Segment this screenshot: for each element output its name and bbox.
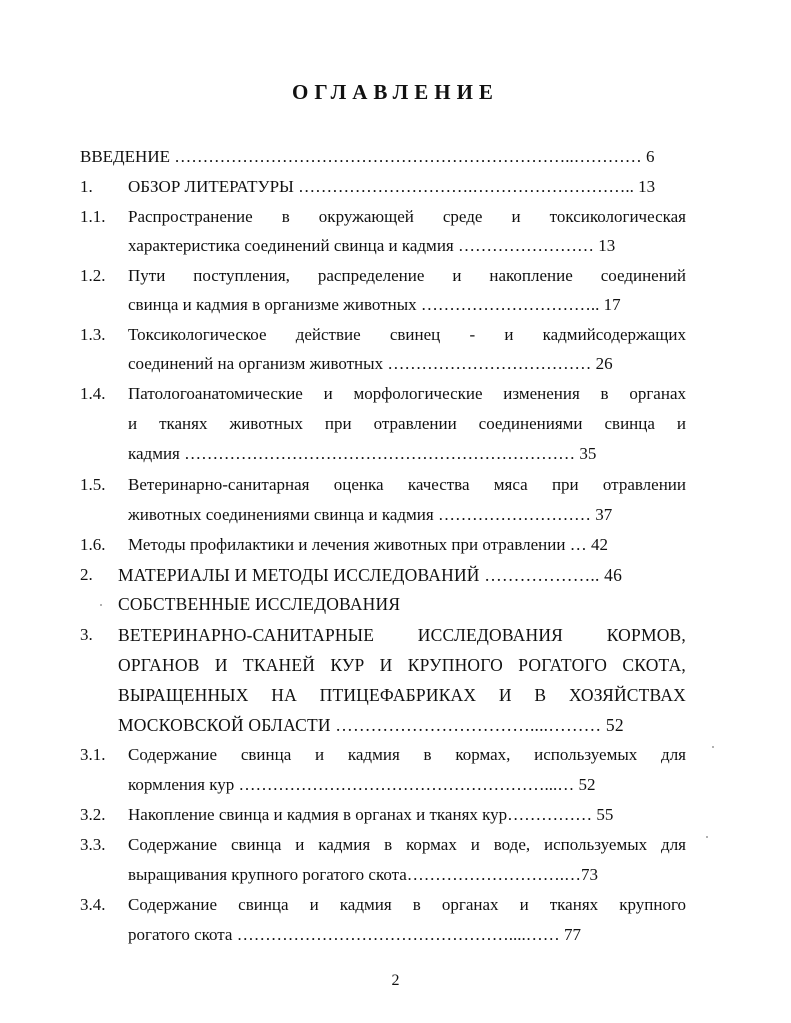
toc-number: 1.2.: [80, 266, 106, 285]
toc-number: 3.: [80, 625, 93, 644]
toc-entry-text: Токсикологическое действие свинец - и кадмийсодержащих: [128, 325, 686, 344]
toc-number: 3.3.: [80, 835, 106, 854]
toc-number: 2.: [80, 565, 93, 584]
toc-entry-text: Содержание свинца и кадмия в органах и тканях крупного: [128, 895, 686, 914]
toc-entry-introduction: ВВЕДЕНИЕ ……………………………………………………………..………… 6: [80, 147, 655, 166]
toc-entry-text: ВЕТЕРИНАРНО-САНИТАРНЫЕ ИССЛЕДОВАНИЯ КОРМОВ,: [118, 625, 686, 645]
toc-entry-text: Распространение в окружающей среде и токсикологическая: [128, 207, 686, 226]
page-number: 2: [391, 972, 400, 989]
toc-entry-text: Методы профилактики и лечения животных при отравлении … 42: [128, 535, 608, 554]
toc-number: 1.1.: [80, 207, 106, 226]
toc-number: 1.3.: [80, 325, 106, 344]
toc-entry-text: Пути поступления, распределение и накопление соединений: [128, 266, 686, 285]
toc-section-heading: СОБСТВЕННЫЕ ИССЛЕДОВАНИЯ: [118, 594, 401, 614]
toc-number: 1.5.: [80, 475, 106, 494]
toc-number: 1.4.: [80, 384, 106, 403]
toc-entry-text: кормления кур ………………………………………………...… 52: [128, 775, 596, 794]
toc-entry-text: ОРГАНОВ И ТКАНЕЙ КУР И КРУПНОГО РОГАТОГО СКОТА,: [118, 655, 686, 675]
toc-entry-text: свинца и кадмия в организме животных ………………………….. 17: [128, 295, 621, 314]
toc-entry-text: ВЫРАЩЕННЫХ НА ПТИЦЕФАБРИКАХ И В ХОЗЯЙСТВАХ: [118, 685, 686, 705]
scan-speck: [100, 604, 102, 606]
toc-entry-text: МАТЕРИАЛЫ И МЕТОДЫ ИССЛЕДОВАНИЙ ……………….. 46: [118, 565, 623, 585]
toc-entry-text: ОБЗОР ЛИТЕРАТУРЫ ………………………….……………………….. 13: [128, 177, 656, 196]
toc-entry-text: МОСКОВСКОЙ ОБЛАСТИ ……………………………....……… 52: [118, 715, 624, 735]
toc-entry-text: Содержание свинца и кадмия в кормах и воде, используемых для: [128, 835, 686, 854]
toc-entry-text: соединений на организм животных ……………………………… 26: [128, 354, 613, 373]
page-title: ОГЛАВЛЕНИЕ: [292, 80, 499, 104]
scan-speck: [706, 836, 708, 838]
toc-number: 1.6.: [80, 535, 106, 554]
toc-entry-text: рогатого скота …………………………………………....…… 77: [128, 925, 581, 944]
toc-entry-text: животных соединениями свинца и кадмия ……………………… 37: [128, 505, 613, 524]
toc-entry-text: Накопление свинца и кадмия в органах и тканях кур…………… 55: [128, 805, 614, 824]
toc-entry-text: Патологоанатомические и морфологические изменения в органах: [128, 384, 686, 403]
toc-entry-text: кадмия …………………………………………………………… 35: [128, 444, 597, 463]
toc-entry-text: Содержание свинца и кадмия в кормах, используемых для: [128, 745, 686, 764]
toc-number: 3.1.: [80, 745, 106, 764]
toc-entry-text: и тканях животных при отравлении соединениями свинца и: [128, 414, 686, 433]
scan-speck: [712, 746, 714, 748]
toc-number: 3.2.: [80, 805, 106, 824]
toc-entry-text: Ветеринарно-санитарная оценка качества мяса при отравлении: [128, 475, 686, 494]
toc-entry-text: характеристика соединений свинца и кадмия …………………… 13: [128, 236, 616, 255]
toc-number: 1.: [80, 177, 93, 196]
toc-number: 3.4.: [80, 895, 106, 914]
toc-entry-text: выращивания крупного рогатого скота……………………….…73: [128, 865, 599, 884]
